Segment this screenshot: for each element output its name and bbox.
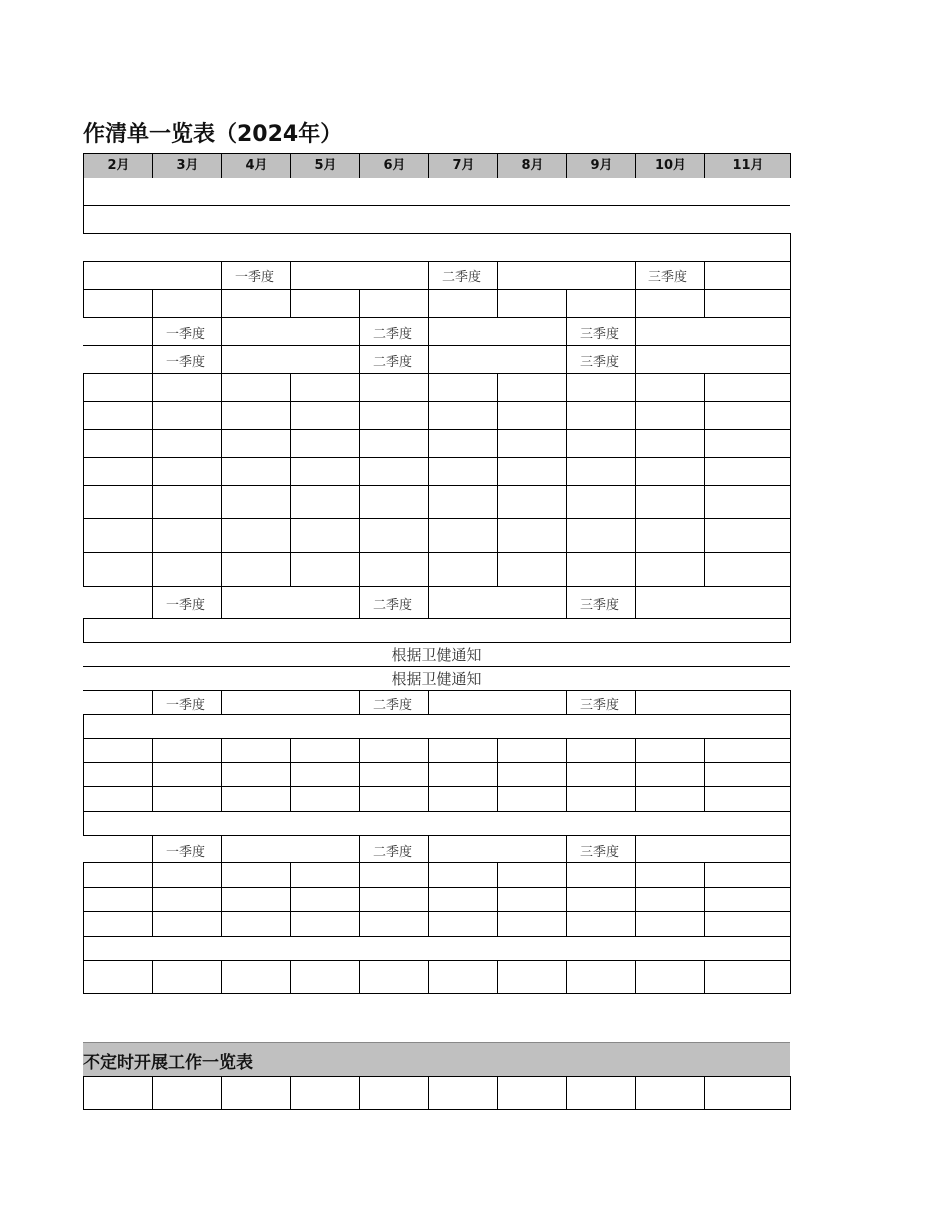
grid-line	[83, 714, 790, 715]
table-cell[interactable]	[221, 762, 291, 787]
table-cell[interactable]	[704, 552, 791, 587]
table-cell[interactable]	[704, 373, 791, 402]
table-cell[interactable]	[704, 1076, 791, 1110]
grid-line	[83, 993, 790, 994]
table-cell[interactable]	[83, 887, 153, 912]
table-cell[interactable]	[704, 738, 791, 763]
grid-line	[790, 835, 791, 863]
month-header: 10月	[635, 153, 705, 178]
table-cell[interactable]	[221, 738, 291, 763]
table-cell[interactable]	[359, 862, 429, 888]
grid-line	[790, 552, 791, 587]
table-cell[interactable]	[359, 911, 429, 937]
table-cell[interactable]	[428, 862, 498, 888]
table-cell[interactable]	[704, 862, 791, 888]
grid-line	[497, 261, 498, 290]
table-cell[interactable]	[152, 738, 222, 763]
grid-line	[790, 911, 791, 937]
month-header: 3月	[152, 153, 222, 178]
grid-line	[790, 762, 791, 787]
table-cell[interactable]	[635, 887, 705, 912]
grid-line	[790, 618, 791, 643]
grid-line	[83, 205, 790, 206]
table-cell[interactable]	[428, 887, 498, 912]
table-cell[interactable]	[635, 1076, 705, 1110]
table-cell[interactable]	[83, 738, 153, 763]
table-cell[interactable]	[221, 401, 291, 430]
grid-line	[790, 401, 791, 430]
grid-line	[790, 485, 791, 519]
table-cell[interactable]	[290, 457, 360, 486]
table-cell[interactable]	[359, 518, 429, 553]
table-cell[interactable]	[83, 289, 153, 318]
grid-line	[221, 317, 222, 346]
table-cell[interactable]	[152, 762, 222, 787]
quarter-label: 三季度	[580, 327, 620, 342]
grid-line	[221, 835, 222, 863]
table-cell[interactable]	[359, 887, 429, 912]
table-cell[interactable]	[566, 401, 636, 430]
table-cell[interactable]	[497, 552, 567, 587]
table-cell[interactable]	[152, 485, 222, 519]
grid-line	[83, 618, 84, 643]
grid-line	[83, 618, 790, 619]
table-cell[interactable]	[359, 1076, 429, 1110]
grid-line	[635, 345, 636, 374]
table-cell[interactable]	[704, 762, 791, 787]
table-cell[interactable]	[290, 738, 360, 763]
grid-line	[704, 261, 705, 290]
grid-line	[83, 811, 84, 836]
table-cell[interactable]	[497, 401, 567, 430]
table-cell[interactable]	[428, 289, 498, 318]
table-cell[interactable]	[152, 1076, 222, 1110]
table-cell[interactable]	[497, 862, 567, 888]
table-cell[interactable]	[152, 911, 222, 937]
table-cell[interactable]	[290, 762, 360, 787]
table-cell[interactable]	[704, 887, 791, 912]
grid-line	[790, 811, 791, 836]
grid-line	[359, 586, 360, 619]
table-cell[interactable]	[290, 429, 360, 458]
table-cell[interactable]	[359, 429, 429, 458]
table-cell[interactable]	[290, 289, 360, 318]
grid-line	[790, 153, 791, 178]
quarter-label: 三季度	[580, 355, 620, 370]
grid-line	[83, 1109, 790, 1110]
table-cell[interactable]	[290, 862, 360, 888]
table-cell[interactable]	[221, 289, 291, 318]
table-cell[interactable]	[704, 429, 791, 458]
table-cell[interactable]	[566, 552, 636, 587]
grid-line	[152, 317, 153, 346]
table-cell[interactable]	[290, 552, 360, 587]
grid-line	[635, 835, 636, 863]
table-cell[interactable]	[428, 401, 498, 430]
table-cell[interactable]	[635, 738, 705, 763]
table-cell[interactable]	[566, 862, 636, 888]
table-cell[interactable]	[83, 786, 153, 812]
quarter-label: 一季度	[166, 355, 206, 370]
table-cell[interactable]	[359, 373, 429, 402]
table-cell[interactable]	[497, 960, 567, 994]
grid-line	[221, 261, 222, 290]
table-cell[interactable]	[497, 485, 567, 519]
table-cell[interactable]	[497, 762, 567, 787]
table-cell[interactable]	[635, 960, 705, 994]
table-cell[interactable]	[221, 518, 291, 553]
grid-line	[790, 960, 791, 994]
table-cell[interactable]	[290, 485, 360, 519]
quarter-label: 二季度	[373, 327, 413, 342]
table-cell[interactable]	[152, 518, 222, 553]
table-cell[interactable]	[635, 762, 705, 787]
table-cell[interactable]	[290, 786, 360, 812]
table-cell[interactable]	[152, 401, 222, 430]
grid-line	[83, 233, 790, 234]
notice-text: 根据卫健通知	[391, 646, 482, 664]
grid-line	[790, 457, 791, 486]
table-cell[interactable]	[497, 786, 567, 812]
quarter-label: 二季度	[373, 698, 413, 713]
table-cell[interactable]	[497, 887, 567, 912]
table-cell[interactable]	[428, 911, 498, 937]
table-cell[interactable]	[635, 457, 705, 486]
grid-line	[152, 835, 153, 863]
table-cell[interactable]	[359, 762, 429, 787]
grid-line	[790, 261, 791, 290]
table-cell[interactable]	[704, 518, 791, 553]
table-cell[interactable]	[290, 518, 360, 553]
month-header: 7月	[428, 153, 498, 178]
grid-line	[428, 345, 429, 374]
grid-line	[790, 345, 791, 374]
grid-line	[428, 835, 429, 863]
grid-line	[83, 936, 790, 937]
grid-line	[790, 289, 791, 318]
table-cell[interactable]	[221, 457, 291, 486]
grid-line	[790, 1076, 791, 1110]
table-cell[interactable]	[635, 911, 705, 937]
month-header: 2月	[83, 153, 153, 178]
table-cell[interactable]	[221, 862, 291, 888]
table-cell[interactable]	[704, 960, 791, 994]
table-cell[interactable]	[497, 429, 567, 458]
grid-line	[83, 345, 790, 346]
grid-line	[790, 317, 791, 346]
table-cell[interactable]	[428, 485, 498, 519]
grid-line	[83, 586, 790, 587]
table-cell[interactable]	[428, 518, 498, 553]
table-cell[interactable]	[497, 1076, 567, 1110]
table-cell[interactable]	[359, 485, 429, 519]
grid-line	[83, 178, 84, 234]
table-cell[interactable]	[497, 373, 567, 402]
table-cell[interactable]	[221, 485, 291, 519]
table-cell[interactable]	[152, 429, 222, 458]
grid-line	[428, 690, 429, 715]
table-cell[interactable]	[221, 373, 291, 402]
grid-line	[790, 862, 791, 888]
table-cell[interactable]	[566, 960, 636, 994]
table-cell[interactable]	[635, 518, 705, 553]
table-cell[interactable]	[221, 960, 291, 994]
table-cell[interactable]	[221, 911, 291, 937]
grid-line	[83, 261, 790, 262]
table-cell[interactable]	[359, 552, 429, 587]
month-header: 11月	[704, 153, 791, 178]
grid-line	[790, 714, 791, 739]
table-cell[interactable]	[83, 401, 153, 430]
grid-line	[566, 835, 567, 863]
table-cell[interactable]	[290, 373, 360, 402]
grid-line	[428, 261, 429, 290]
table-cell[interactable]	[359, 401, 429, 430]
table-cell[interactable]	[152, 887, 222, 912]
grid-line	[359, 835, 360, 863]
table-cell[interactable]	[221, 786, 291, 812]
grid-line	[790, 586, 791, 619]
table-cell[interactable]	[83, 862, 153, 888]
table-cell[interactable]	[290, 960, 360, 994]
table-cell[interactable]	[290, 887, 360, 912]
month-header: 8月	[497, 153, 567, 178]
table-cell[interactable]	[704, 457, 791, 486]
table-cell[interactable]	[152, 552, 222, 587]
table-cell[interactable]	[83, 457, 153, 486]
table-cell[interactable]	[83, 373, 153, 402]
table-cell[interactable]	[704, 289, 791, 318]
table-cell[interactable]	[83, 911, 153, 937]
table-cell[interactable]	[566, 1076, 636, 1110]
table-cell[interactable]	[83, 762, 153, 787]
table-cell[interactable]	[428, 762, 498, 787]
month-header: 9月	[566, 153, 636, 178]
table-cell[interactable]	[497, 289, 567, 318]
table-cell[interactable]	[497, 518, 567, 553]
grid-line	[635, 586, 636, 619]
table-cell[interactable]	[428, 552, 498, 587]
table-cell[interactable]	[566, 485, 636, 519]
quarter-label: 二季度	[373, 355, 413, 370]
grid-line	[83, 690, 790, 691]
table-cell[interactable]	[428, 738, 498, 763]
month-header: 5月	[290, 153, 360, 178]
table-cell[interactable]	[152, 862, 222, 888]
table-cell[interactable]	[704, 911, 791, 937]
quarter-label: 一季度	[166, 598, 206, 613]
table-cell[interactable]	[497, 457, 567, 486]
table-cell[interactable]	[221, 887, 291, 912]
table-cell[interactable]	[152, 457, 222, 486]
page-title: 作清单一览表（2024年）	[83, 122, 343, 147]
grid-line	[635, 317, 636, 346]
table-cell[interactable]	[221, 429, 291, 458]
table-cell[interactable]	[83, 518, 153, 553]
grid-line	[790, 373, 791, 402]
table-cell[interactable]	[566, 887, 636, 912]
month-header: 4月	[221, 153, 291, 178]
grid-line	[359, 345, 360, 374]
grid-line	[790, 887, 791, 912]
grid-line	[635, 690, 636, 715]
grid-line	[790, 233, 791, 262]
grid-line	[83, 642, 790, 643]
grid-line	[428, 317, 429, 346]
quarter-label: 二季度	[442, 270, 482, 285]
section-title: 不定时开展工作一览表	[83, 1053, 253, 1073]
grid-line	[221, 586, 222, 619]
grid-line	[221, 345, 222, 374]
grid-line	[359, 690, 360, 715]
grid-line	[83, 936, 84, 961]
table-cell[interactable]	[83, 552, 153, 587]
table-cell[interactable]	[566, 429, 636, 458]
table-cell[interactable]	[635, 373, 705, 402]
table-cell[interactable]	[83, 485, 153, 519]
quarter-label: 二季度	[373, 598, 413, 613]
table-cell[interactable]	[428, 457, 498, 486]
table-cell[interactable]	[221, 1076, 291, 1110]
grid-line	[790, 936, 791, 961]
table-cell[interactable]	[359, 960, 429, 994]
grid-line	[152, 690, 153, 715]
grid-line	[790, 738, 791, 763]
table-cell[interactable]	[635, 552, 705, 587]
table-cell[interactable]	[497, 738, 567, 763]
table-cell[interactable]	[152, 786, 222, 812]
grid-line	[83, 261, 84, 290]
grid-line	[790, 429, 791, 458]
grid-line	[566, 345, 567, 374]
quarter-label: 三季度	[580, 845, 620, 860]
grid-line	[83, 666, 790, 667]
table-cell[interactable]	[566, 289, 636, 318]
table-cell[interactable]	[566, 762, 636, 787]
table-cell[interactable]	[152, 960, 222, 994]
table-cell[interactable]	[83, 429, 153, 458]
grid-line	[428, 586, 429, 619]
table-cell[interactable]	[566, 786, 636, 812]
table-cell[interactable]	[704, 786, 791, 812]
table-cell[interactable]	[290, 1076, 360, 1110]
grid-line	[790, 690, 791, 715]
table-cell[interactable]	[635, 786, 705, 812]
grid-line	[152, 345, 153, 374]
grid-line	[566, 586, 567, 619]
quarter-label: 一季度	[166, 327, 206, 342]
grid-line	[790, 786, 791, 812]
grid-line	[83, 317, 790, 318]
table-cell[interactable]	[359, 457, 429, 486]
table-cell[interactable]	[83, 1076, 153, 1110]
table-cell[interactable]	[566, 457, 636, 486]
grid-line	[566, 690, 567, 715]
table-cell[interactable]	[359, 786, 429, 812]
table-cell[interactable]	[635, 289, 705, 318]
month-header: 6月	[359, 153, 429, 178]
table-cell[interactable]	[566, 518, 636, 553]
quarter-label: 三季度	[580, 598, 620, 613]
grid-line	[221, 690, 222, 715]
table-cell[interactable]	[428, 960, 498, 994]
table-cell[interactable]	[635, 429, 705, 458]
grid-line	[290, 261, 291, 290]
quarter-label: 三季度	[580, 698, 620, 713]
table-cell[interactable]	[428, 429, 498, 458]
grid-line	[566, 317, 567, 346]
grid-line	[790, 518, 791, 553]
notice-text: 根据卫健通知	[391, 670, 482, 688]
table-cell[interactable]	[152, 289, 222, 318]
table-cell[interactable]	[635, 401, 705, 430]
table-cell[interactable]	[635, 485, 705, 519]
table-cell[interactable]	[566, 373, 636, 402]
quarter-label: 一季度	[166, 698, 206, 713]
table-cell[interactable]	[704, 401, 791, 430]
table-cell[interactable]	[221, 552, 291, 587]
table-cell[interactable]	[497, 911, 567, 937]
table-cell[interactable]	[704, 485, 791, 519]
quarter-label: 二季度	[373, 845, 413, 860]
grid-line	[152, 586, 153, 619]
grid-line	[83, 835, 790, 836]
grid-line	[359, 317, 360, 346]
table-cell[interactable]	[428, 1076, 498, 1110]
quarter-label: 一季度	[235, 270, 275, 285]
quarter-label: 三季度	[648, 270, 688, 285]
table-cell[interactable]	[428, 373, 498, 402]
grid-line	[83, 714, 84, 739]
table-cell[interactable]	[83, 960, 153, 994]
table-cell[interactable]	[566, 911, 636, 937]
table-cell[interactable]	[566, 738, 636, 763]
quarter-label: 一季度	[166, 845, 206, 860]
table-cell[interactable]	[290, 401, 360, 430]
table-cell[interactable]	[359, 289, 429, 318]
grid-line	[83, 811, 790, 812]
table-cell[interactable]	[359, 738, 429, 763]
grid-line	[635, 261, 636, 290]
table-cell[interactable]	[152, 373, 222, 402]
table-cell[interactable]	[290, 911, 360, 937]
table-cell[interactable]	[635, 862, 705, 888]
table-cell[interactable]	[428, 786, 498, 812]
